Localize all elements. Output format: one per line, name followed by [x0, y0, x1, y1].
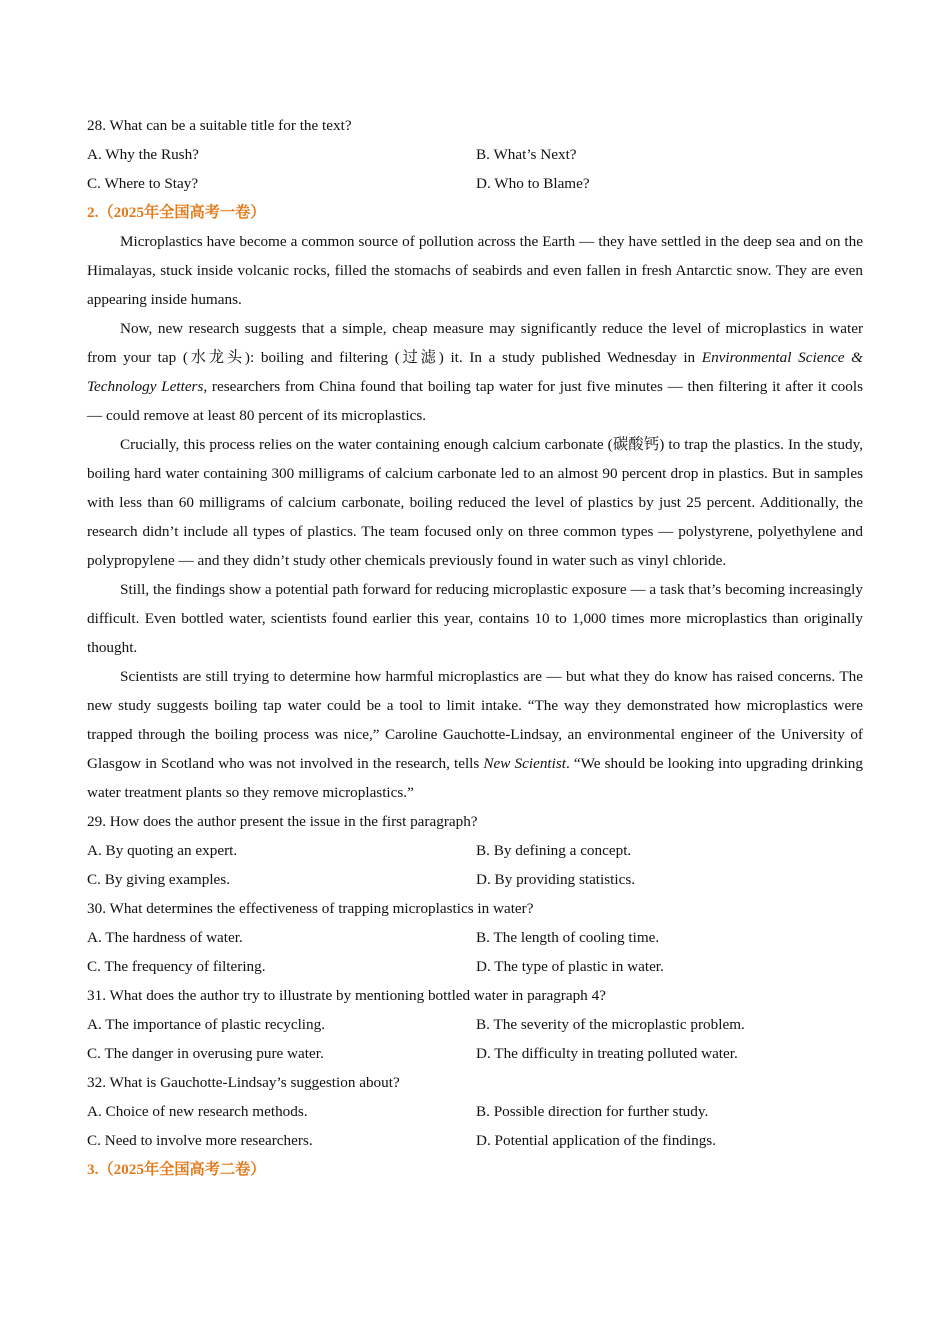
passage-paragraph-1: Microplastics have become a common source of pollution across the Earth — they have settled in the deep sea and on the Himalayas, stuck inside volcanic rocks, filled the stomachs of seabirds and even fallen in fresh Antarctic snow. They are even appearing inside humans.	[87, 233, 863, 308]
option-d: D. Who to Blame?	[476, 175, 590, 192]
paragraph-2-text-start: Now, new research suggests that a simple, cheap measure may significantly reduce the level of microplastics in water from your tap (水龙头): boiling and filtering (过滤) it. In a study published Wednesday in	[87, 320, 863, 366]
option-a: A. Why the Rush?	[87, 146, 199, 163]
paragraph-2-text-end: , researchers from China found that boiling tap water for just five minutes — then filtering it after it cools — could remove at least 80 percent of its microplastics.	[87, 378, 864, 424]
option-c: C. The frequency of filtering.	[87, 958, 266, 975]
question-31-options-row-2	[87, 1039, 863, 1068]
paragraph-5-text-start: Scientists are still trying to determine how harmful microplastics are — but what they do know has raised concerns. The new study suggests boiling tap water could be a tool to limit intake. “The way they demonstrated how microplastics were trapped through the boiling process was nice,” Caroline Gauchotte-Lindsay, an environmental engineer of the University of Glasgow in Scotland who was not involved in the research, tells	[87, 668, 863, 772]
question-29-options-row-1	[87, 836, 863, 865]
passage-paragraph-2	[87, 314, 863, 430]
section-3-heading: 3.（2025年全国高考二卷）	[87, 1161, 266, 1178]
magazine-title: New Scientist	[483, 755, 566, 772]
option-d: D. The difficulty in treating polluted water.	[476, 1045, 738, 1062]
question-31-stem: 31. What does the author try to illustrate by mentioning bottled water in paragraph 4?	[87, 987, 606, 1004]
question-28-stem: 28. What can be a suitable title for the text?	[87, 117, 352, 134]
journal-title: Environmental Science & Technology Letters	[87, 349, 863, 395]
option-b: B. The length of cooling time.	[476, 929, 660, 946]
section-2-heading: 2.（2025年全国高考一卷）	[87, 204, 266, 221]
question-30-stem: 30. What determines the effectiveness of trapping microplastics in water?	[87, 900, 534, 917]
option-c: C. Where to Stay?	[87, 175, 199, 192]
option-c: C. The danger in overusing pure water.	[87, 1045, 324, 1062]
option-b: B. By defining a concept.	[476, 842, 632, 859]
option-b: B. Possible direction for further study.	[476, 1103, 709, 1120]
question-31-options-row-1	[87, 1010, 863, 1039]
paragraph-5-text-end: . “We should be looking into upgrading drinking water treatment plants so they remove microplastics.”	[87, 755, 863, 801]
question-29-options-row-2	[87, 865, 863, 894]
option-a: A. The importance of plastic recycling.	[87, 1016, 325, 1033]
page-content	[87, 111, 863, 1184]
question-30-options-row-2	[87, 952, 863, 981]
question-28-options-row-1	[87, 140, 863, 169]
option-a: A. By quoting an expert.	[87, 842, 238, 859]
passage-paragraph-4: Still, the findings show a potential path forward for reducing microplastic exposure — a task that’s becoming increasingly difficult. Even bottled water, scientists found earlier this year, contains 10 to 1,000 times more microplastics than originally thought.	[87, 581, 863, 656]
option-c: C. By giving examples.	[87, 871, 231, 888]
option-b: B. The severity of the microplastic problem.	[476, 1016, 745, 1033]
question-32-stem: 32. What is Gauchotte-Lindsay’s suggestion about?	[87, 1074, 400, 1091]
option-d: D. By providing statistics.	[476, 871, 636, 888]
option-a: A. The hardness of water.	[87, 929, 243, 946]
option-d: D. The type of plastic in water.	[476, 958, 664, 975]
passage-paragraph-3: Crucially, this process relies on the water containing enough calcium carbonate (碳酸钙) to trap the plastics. In the study, boiling hard water containing 300 milligrams of calcium carbonate led to an almost 90 percent drop in plastics. But in samples with less than 60 milligrams of calcium carbonate, boiling reduced the level of plastics by just 25 percent. Additionally, the research didn’t include all types of plastics. The team focused only on three common types — polystyrene, polyethylene and polypropylene — and they didn’t study other chemicals previously found in water such as vinyl chloride.	[87, 436, 863, 569]
question-29-stem: 29. How does the author present the issue in the first paragraph?	[87, 813, 478, 830]
question-28-options-row-2	[87, 169, 863, 198]
option-a: A. Choice of new research methods.	[87, 1103, 308, 1120]
option-d: D. Potential application of the findings.	[476, 1132, 717, 1149]
question-32-options-row-1	[87, 1097, 863, 1126]
option-c: C. Need to involve more researchers.	[87, 1132, 313, 1149]
question-30-options-row-1	[87, 923, 863, 952]
option-b: B. What’s Next?	[476, 146, 577, 163]
passage-paragraph-5	[87, 662, 863, 807]
question-32-options-row-2	[87, 1126, 863, 1155]
